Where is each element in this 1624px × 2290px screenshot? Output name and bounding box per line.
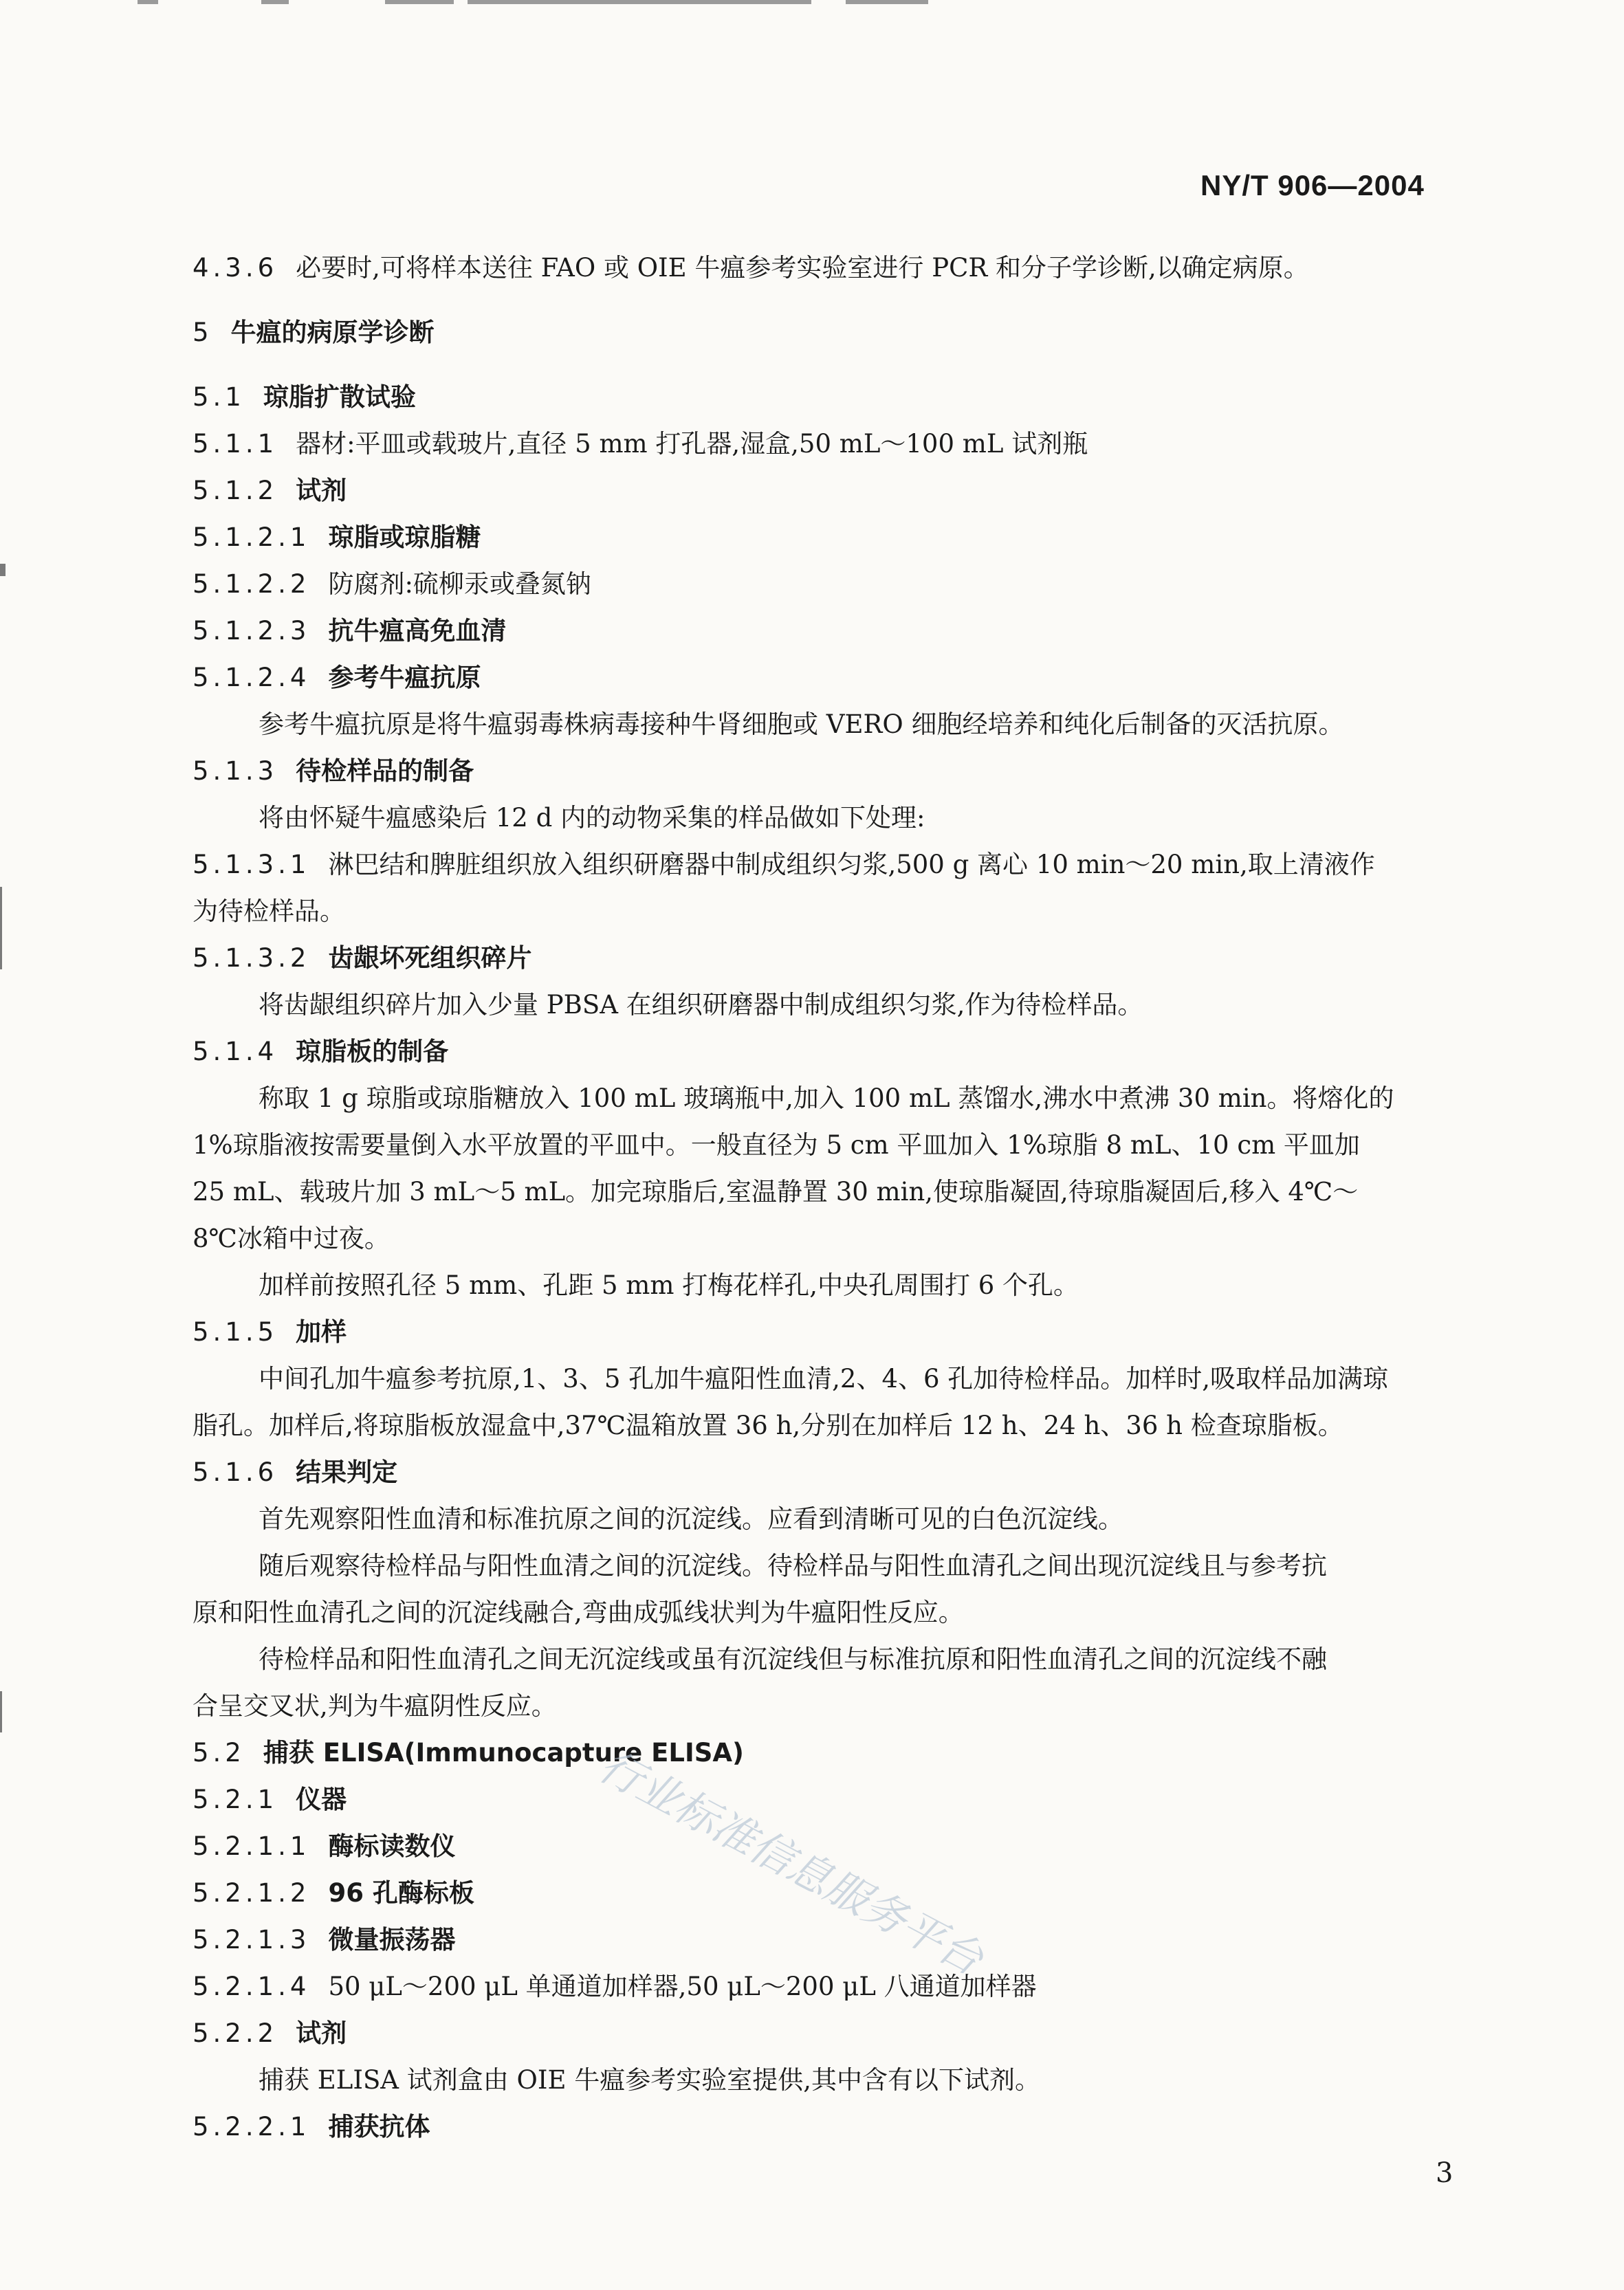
clause-5-1-1: 5.1.1 器材:平皿或载玻片,直径 5 mm 打孔器,湿盒,50 mL～100 mL 试剂瓶: [193, 429, 1088, 459]
paragraph-text: 为待检样品。: [193, 896, 345, 926]
scan-artifact: [0, 564, 6, 576]
clause-4-3-6: 4.3.6 必要时,可将样本送往 FAO 或 OIE 牛瘟参考实验室进行 PCR 和分子学诊断,以确定病原。: [193, 253, 1309, 283]
paragraph-text: 首先观察阳性血清和标准抗原之间的沉淀线。应看到清晰可见的白色沉淀线。: [259, 1504, 1123, 1534]
paragraph-text: 捕获 ELISA 试剂盒由 OIE 牛瘟参考实验室提供,其中含有以下试剂。: [259, 2065, 1041, 2095]
clause-5-2-2: 5.2.2 试剂: [193, 2018, 347, 2048]
clause-5-1-2-2: 5.1.2.2 防腐剂:硫柳汞或叠氮钠: [193, 569, 591, 599]
clause-5-2-1-2: 5.2.1.2 96 孔酶标板: [193, 1878, 474, 1908]
paragraph-text: 8℃冰箱中过夜。: [193, 1224, 390, 1253]
clause-5-1-2-3: 5.1.2.3 抗牛瘟高免血清: [193, 616, 507, 646]
clause-5-1-4: 5.1.4 琼脂板的制备: [193, 1037, 449, 1066]
scan-artifact: [385, 0, 454, 4]
paragraph-text: 脂孔。加样后,将琼脂板放湿盒中,37℃温箱放置 36 h,分别在加样后 12 h、24 h、36 h 检查琼脂板。: [193, 1411, 1343, 1440]
scan-artifact: [0, 1691, 2, 1732]
clause-5-2-1-3: 5.2.1.3 微量振荡器: [193, 1925, 456, 1955]
paragraph-text: 待检样品和阳性血清孔之间无沉淀线或虽有沉淀线但与标准抗原和阳性血清孔之间的沉淀线不融: [259, 1644, 1327, 1674]
paragraph-text: 中间孔加牛瘟参考抗原,1、3、5 孔加牛瘟阳性血清,2、4、6 孔加待检样品。加样时,吸取样品加满琼: [259, 1364, 1389, 1394]
scan-artifact: [468, 0, 811, 4]
scan-artifact: [0, 887, 2, 969]
clause-5-1-6: 5.1.6 结果判定: [193, 1457, 398, 1487]
page-number: 3: [1436, 2157, 1453, 2189]
clause-5-2-1-1: 5.2.1.1 酶标读数仪: [193, 1831, 456, 1861]
clause-5-2-1-4: 5.2.1.4 50 μL～200 μL 单通道加样器,50 μL～200 μL 八通道加样器: [193, 1972, 1037, 2001]
clause-5-1-2-4: 5.1.2.4 参考牛瘟抗原: [193, 663, 481, 692]
section-5-heading: 5 牛瘟的病原学诊断: [193, 318, 435, 347]
clause-5-2-2-1: 5.2.2.1 捕获抗体: [193, 2112, 430, 2142]
paragraph-text: 将齿龈组织碎片加入少量 PBSA 在组织研磨器中制成组织匀浆,作为待检样品。: [259, 990, 1143, 1020]
clause-5-1-3-1: 5.1.3.1 淋巴结和脾脏组织放入组织研磨器中制成组织匀浆,500 g 离心 10 min～20 min,取上清液作: [193, 850, 1375, 879]
paragraph-text: 25 mL、载玻片加 3 mL～5 mL。加完琼脂后,室温静置 30 min,使琼脂凝固,待琼脂凝固后,移入 4℃～: [193, 1177, 1359, 1207]
paragraph-text: 合呈交叉状,判为牛瘟阴性反应。: [193, 1691, 557, 1721]
paragraph-text: 原和阳性血清孔之间的沉淀线融合,弯曲成弧线状判为牛瘟阳性反应。: [193, 1598, 964, 1627]
paragraph-text: 加样前按照孔径 5 mm、孔距 5 mm 打梅花样孔,中央孔周围打 6 个孔。: [259, 1270, 1079, 1300]
clause-5-1-3: 5.1.3 待检样品的制备: [193, 756, 474, 786]
clause-5-1-3-2: 5.1.3.2 齿龈坏死组织碎片: [193, 943, 532, 973]
section-5-1-heading: 5.1 琼脂扩散试验: [193, 382, 416, 412]
paragraph-text: 称取 1 g 琼脂或琼脂糖放入 100 mL 玻璃瓶中,加入 100 mL 蒸馏水,沸水中煮沸 30 min。将熔化的: [259, 1083, 1394, 1113]
clause-5-1-2-1: 5.1.2.1 琼脂或琼脂糖: [193, 522, 481, 552]
paragraph-text: 随后观察待检样品与阳性血清之间的沉淀线。待检样品与阳性血清孔之间出现沉淀线且与参考抗: [259, 1551, 1327, 1581]
clause-5-1-5: 5.1.5 加样: [193, 1317, 347, 1347]
section-5-2-heading: 5.2 捕获 ELISA(Immunocapture ELISA): [193, 1738, 744, 1768]
paragraph-text: 参考牛瘟抗原是将牛瘟弱毒株病毒接种牛肾细胞或 VERO 细胞经培养和纯化后制备的灭活抗原。: [259, 709, 1344, 739]
watermark: 行业标准信息服务平台: [591, 1740, 991, 1985]
standard-code: NY/T 906—2004: [1200, 169, 1425, 201]
scan-artifact: [846, 0, 928, 4]
clause-5-2-1: 5.2.1 仪器: [193, 1785, 347, 1814]
clause-5-1-2: 5.1.2 试剂: [193, 476, 347, 505]
scan-artifact: [138, 0, 158, 4]
paragraph-text: 1%琼脂液按需要量倒入水平放置的平皿中。一般直径为 5 cm 平皿加入 1%琼脂 8 mL、10 cm 平皿加: [193, 1130, 1360, 1160]
paragraph-text: 将由怀疑牛瘟感染后 12 d 内的动物采集的样品做如下处理:: [259, 803, 925, 833]
scan-artifact: [261, 0, 289, 4]
